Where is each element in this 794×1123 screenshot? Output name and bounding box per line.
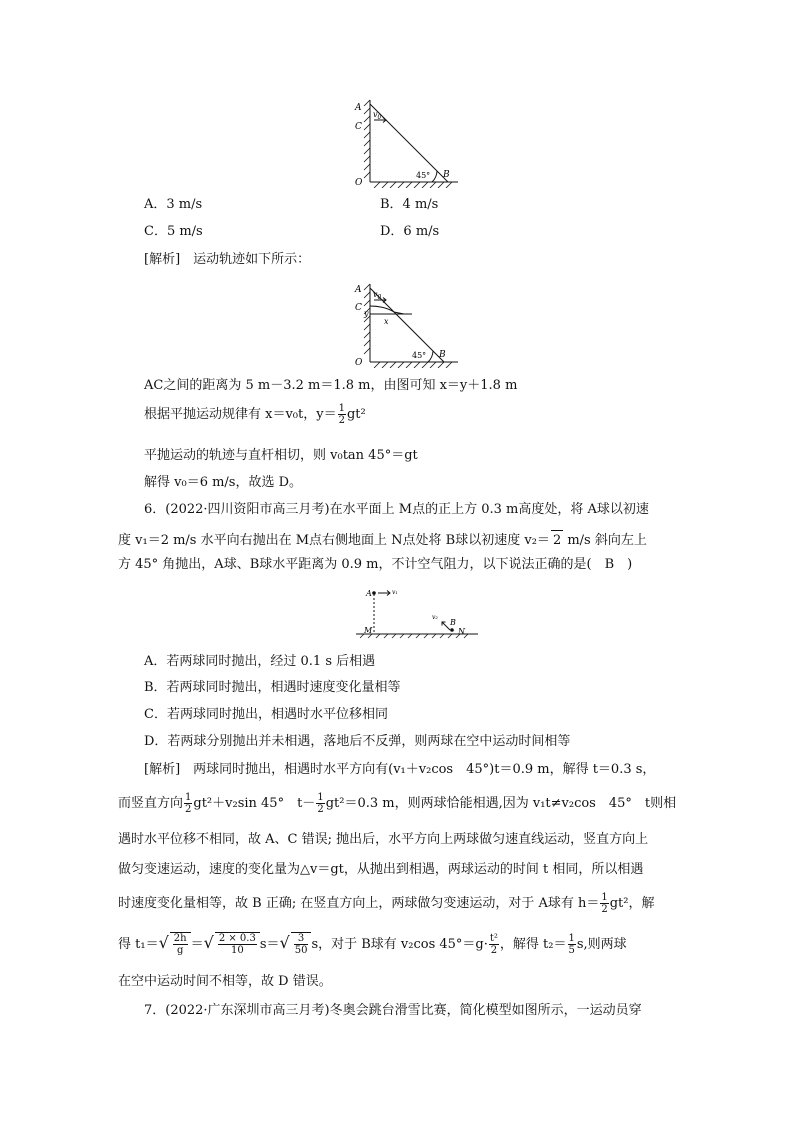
fraction-3-50: $\frac{3}{50}$ bbox=[294, 933, 308, 956]
label-v0: $v_0$ bbox=[373, 110, 382, 121]
fraction-2h-g: $\frac{2h}{g}$ bbox=[173, 933, 187, 956]
figure-3-two-balls bbox=[352, 582, 482, 642]
label-a: A bbox=[366, 589, 372, 598]
label-v0: $v_0$ bbox=[373, 290, 382, 301]
label-y: y bbox=[364, 309, 369, 318]
label-m: M bbox=[364, 626, 373, 635]
label-b: B bbox=[443, 170, 450, 180]
q6-analysis-line-4: 做匀变速运动，速度的变化量为△v＝gt，从抛出到相遇，两球运动的时间 t 相同，所以相遇 bbox=[118, 862, 644, 877]
label-a: A bbox=[355, 103, 362, 113]
label-c: C bbox=[355, 303, 362, 313]
label-b: B bbox=[450, 618, 456, 627]
q5-analysis-line-4: 解得 v₀＝6 m/s，故选 D。 bbox=[144, 475, 303, 490]
fraction-half: $\frac{1}{2}$ bbox=[317, 792, 324, 815]
q6-option-b: B．若两球同时抛出，相遇时速度变化量相等 bbox=[144, 680, 401, 695]
label-angle: 45° bbox=[416, 171, 431, 180]
q6-option-a: A．若两球同时抛出，经过 0.1 s 后相遇 bbox=[144, 654, 376, 669]
q6-stem-line-1: 6．(2022·四川资阳市高三月考)在水平面上 M点的正上方 0.3 m高度处，将 A球以初速 bbox=[144, 502, 649, 517]
q5-analysis-line-2: 根据平抛运动规律有 x＝v₀t，y＝ $\frac{1}{2}$ gt² bbox=[144, 403, 366, 426]
label-x: x bbox=[384, 317, 389, 326]
label-n: N bbox=[458, 627, 465, 636]
q5-option-a: A．3 m/s bbox=[144, 197, 203, 212]
fraction: $\frac{1}{2}$ bbox=[338, 403, 345, 426]
figure-1-slope bbox=[352, 96, 462, 188]
label-angle: 45° bbox=[412, 351, 427, 360]
q6-analysis-line-7: 在空中运动时间不相等，故 D 错误。 bbox=[118, 974, 332, 989]
q6-analysis-line-3: 遇时水平位移不相同，故 A、C 错误; 抛出后，水平方向上两球做匀速直线运动，竖直方向上 bbox=[118, 832, 649, 847]
q6-stem-line-3: 方 45° 角抛出，A球、B球水平距离为 0.9 m，不计空气阻力，以下说法正确的是( B ) bbox=[118, 557, 633, 572]
q7-stem-line-1: 7．(2022·广东深圳市高三月考)冬奥会跳台滑雪比赛，简化模型如图所示，一运动员穿 bbox=[144, 1003, 642, 1018]
q6-analysis-line-6: 得 t₁＝√ $\frac{2h}{g}$ ＝√ $\frac{2 \times 0.3}{10}$ s＝√ $\frac{3}{50}$ s，对于 B球有 v₂cos 45°＝g· $\frac{\text{t²}}{2}$ ，解得 t₂＝ $\frac{1}{5}$ s,则两球 bbox=[118, 933, 627, 956]
q6-option-d: D．若两球分别抛出并未相遇，落地后不反弹，则两球在空中运动时间相等 bbox=[144, 734, 571, 749]
figure-2-trajectory bbox=[352, 280, 462, 368]
label-v2: v₂ bbox=[432, 614, 438, 621]
q6-analysis-line-1: [解析] 两球同时抛出，相遇时水平方向有(v₁＋v₂cos 45°)t＝0.9 m，解得 t＝0.3 s， bbox=[144, 762, 656, 777]
fraction-t2: $\frac{\text{t²}}{2}$ bbox=[489, 933, 498, 956]
q6-analysis-line-2: 而竖直方向 $\frac{1}{2}$ gt²＋v₂sin 45° t－ $\frac{1}{2}$ gt²＝0.3 m，则两球恰能相遇,因为 v₁t≠v₂cos 45° t则相 bbox=[118, 792, 677, 815]
sqrt-2: 2 bbox=[551, 530, 563, 551]
fraction-calc: $\frac{2 \times 0.3}{10}$ bbox=[218, 933, 256, 956]
fraction-1-5: $\frac{1}{5}$ bbox=[568, 933, 575, 956]
fraction-half: $\frac{1}{2}$ bbox=[601, 892, 608, 915]
q6-analysis-line-5: 时速度变化量相等，故 B 正确; 在竖直方向上，两球做匀变速运动，对于 A球有 h＝ $\frac{1}{2}$ gt²，解 bbox=[118, 892, 655, 915]
label-o: O bbox=[355, 358, 363, 368]
q5-analysis-line-1: AC之间的距离为 5 m－3.2 m＝1.8 m，由图可知 x＝y＋1.8 m bbox=[144, 378, 518, 393]
q6-stem-line-2: 度 v₁＝2 m/s 水平向右抛出在 M点右侧地面上 N点处将 B球以初速度 v₂＝ 2 m/s 斜向左上 bbox=[118, 530, 647, 551]
q5-analysis-head: [解析] 运动轨迹如下所示： bbox=[144, 252, 311, 267]
q6-option-c: C．若两球同时抛出，相遇时水平位移相同 bbox=[144, 707, 388, 722]
q5-option-d: D．6 m/s bbox=[380, 224, 440, 239]
label-v1: v₁ bbox=[392, 589, 398, 596]
label-a: A bbox=[355, 285, 362, 295]
fraction-half: $\frac{1}{2}$ bbox=[185, 792, 192, 815]
q5-option-b: B．4 m/s bbox=[380, 197, 439, 212]
q5-option-c: C．5 m/s bbox=[144, 224, 203, 239]
q5-analysis-line-3: 平抛运动的轨迹与直杆相切，则 v₀tan 45°＝gt bbox=[144, 448, 418, 463]
label-b: B bbox=[439, 350, 446, 360]
label-c: C bbox=[355, 122, 362, 132]
label-o: O bbox=[355, 178, 363, 188]
